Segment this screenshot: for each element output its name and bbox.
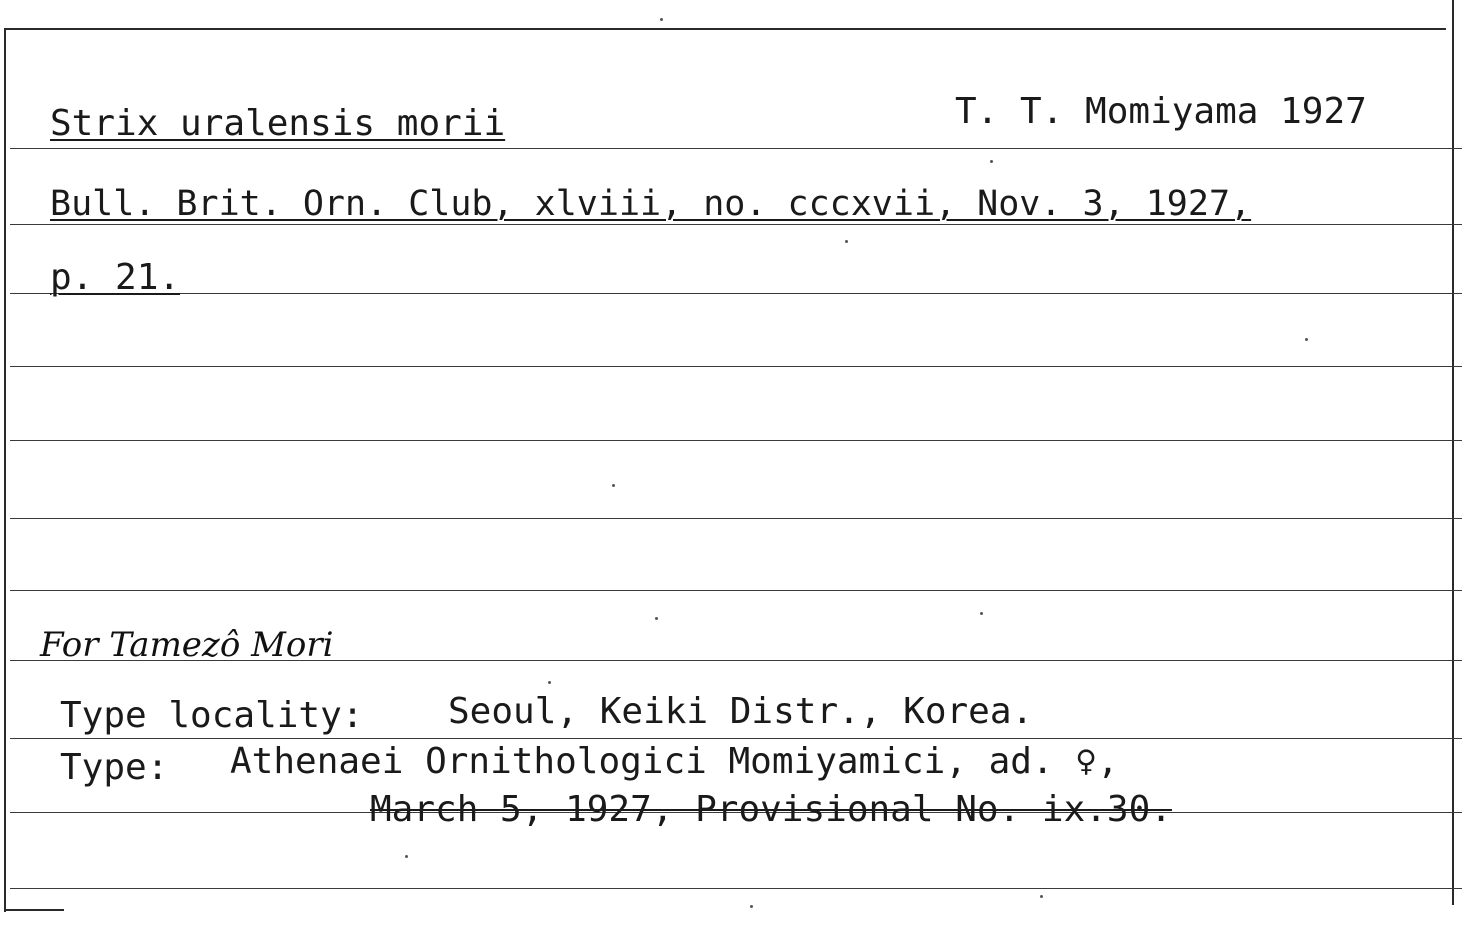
scan-speck	[548, 681, 551, 684]
scan-speck	[405, 855, 408, 858]
ruled-line	[10, 224, 1462, 225]
scan-speck	[750, 905, 753, 908]
card-left-border	[4, 28, 6, 912]
scan-speck	[1305, 338, 1308, 341]
ruled-line	[10, 366, 1462, 367]
citation-line-2: p. 21.	[50, 257, 181, 298]
scan-speck	[990, 160, 993, 163]
ruled-line	[10, 293, 1462, 294]
scan-speck	[660, 18, 663, 21]
author-year: T. T. Momiyama 1927	[955, 91, 1367, 132]
scan-speck	[1040, 895, 1043, 898]
handwritten-note: For Tamezô Mori	[40, 625, 334, 665]
card-top-border	[6, 28, 1446, 30]
ruled-line	[10, 888, 1462, 889]
type-label: Type:	[60, 747, 169, 788]
ruled-line	[10, 148, 1462, 149]
ruled-line	[10, 518, 1462, 519]
scan-speck	[980, 612, 983, 615]
card-right-border	[1452, 0, 1454, 905]
scan-speck	[845, 240, 848, 243]
scan-speck	[655, 617, 658, 620]
type-locality-label: Type locality:	[60, 695, 364, 736]
card-bottom-border	[4, 909, 64, 911]
ruled-line	[10, 440, 1462, 441]
taxon-name: Strix uralensis morii	[50, 103, 506, 144]
type-value: Athenaei Ornithologici Momiyamici, ad. ♀,	[230, 741, 1119, 782]
ruled-line	[10, 590, 1462, 591]
type-locality-value: Seoul, Keiki Distr., Korea.	[448, 691, 1034, 732]
ruled-line	[10, 738, 1462, 739]
citation-line-1: Bull. Brit. Orn. Club, xlviii, no. cccxvii, Nov. 3, 1927,	[50, 184, 1252, 224]
struck-type-details: March 5, 1927, Provisional No. ix.30.	[370, 789, 1172, 830]
scan-speck	[612, 484, 615, 487]
